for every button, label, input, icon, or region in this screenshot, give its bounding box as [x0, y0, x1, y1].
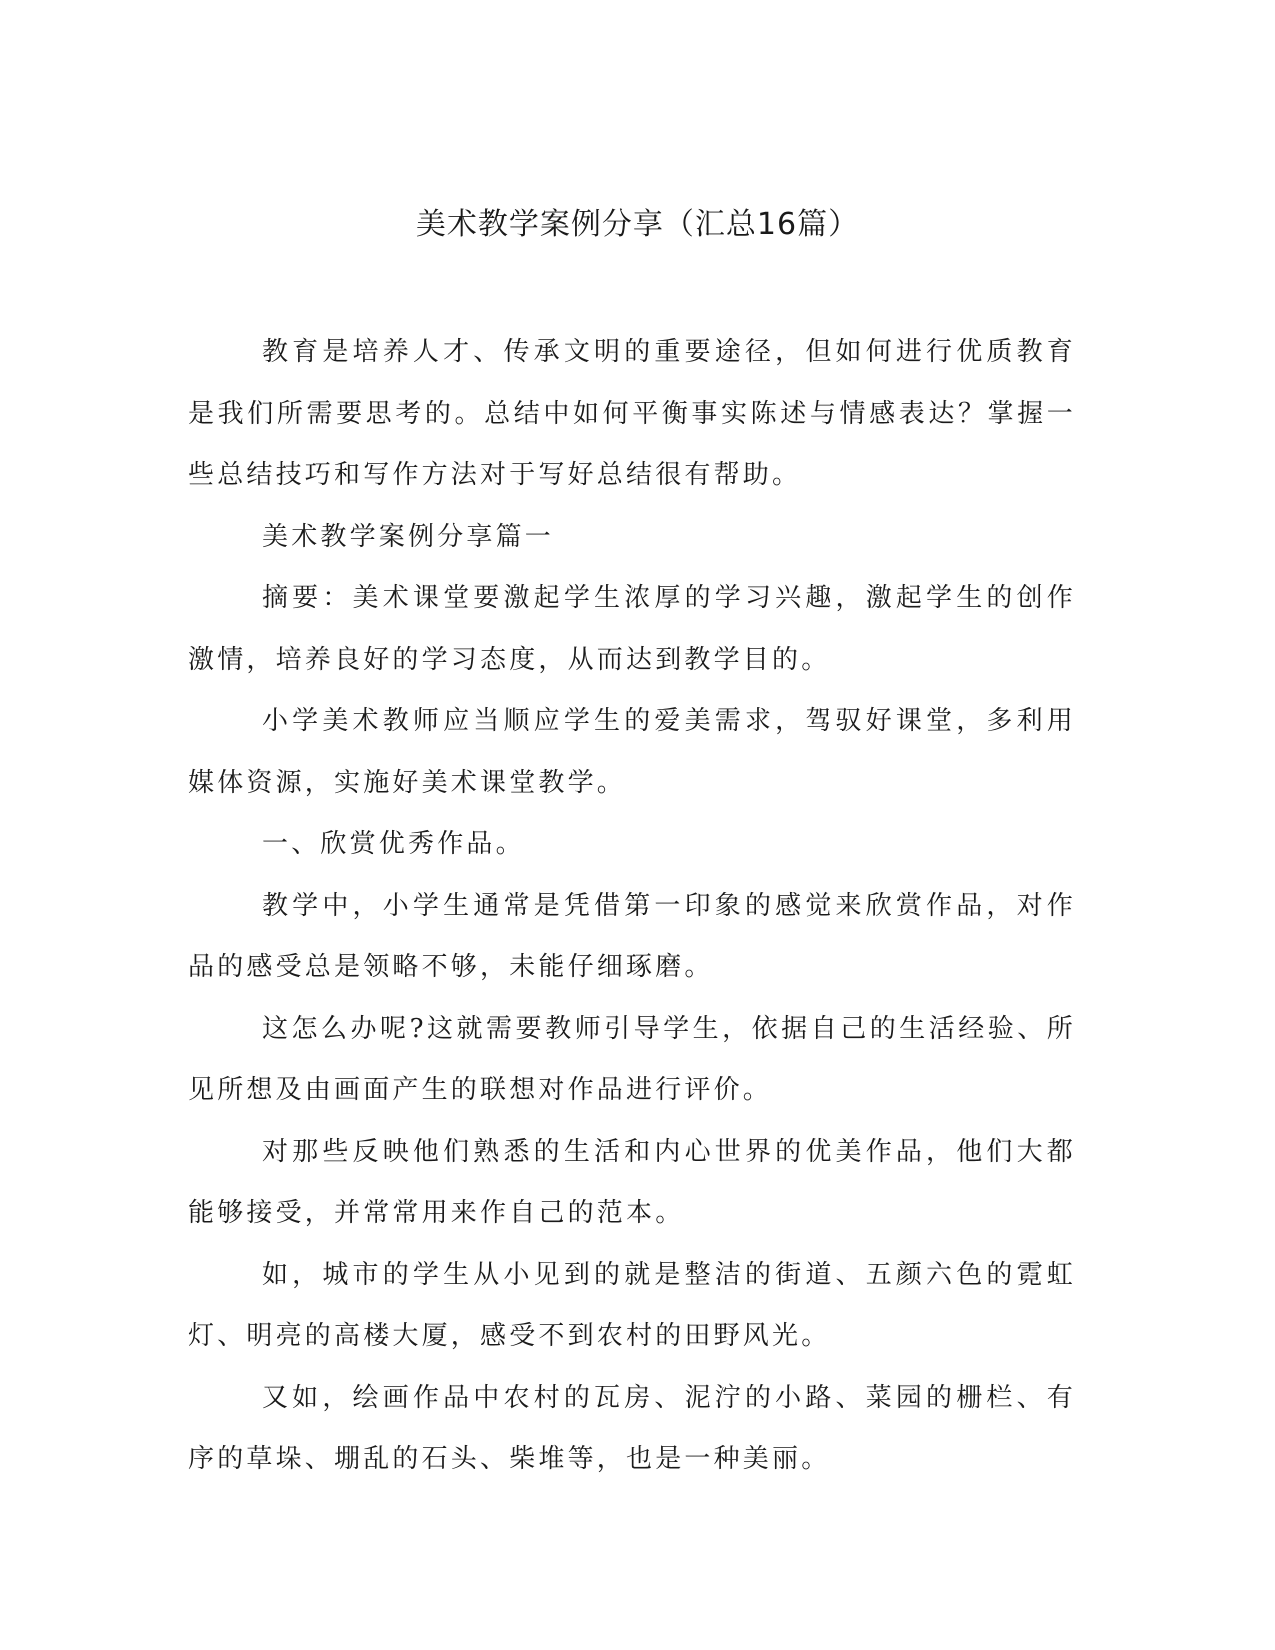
- body-paragraph: 这怎么办呢?这就需要教师引导学生，依据自己的生活经验、所见所想及由画面产生的联想对作品进行评价。: [188, 1013, 1076, 1105]
- body-paragraph: 又如，绘画作品中农村的瓦房、泥泞的小路、菜园的栅栏、有序的草垛、堋乱的石头、柴堆等，也是一种美丽。: [188, 1382, 1076, 1474]
- section-heading: 美术教学案例分享篇一: [262, 521, 555, 552]
- body-paragraph: 对那些反映他们熟悉的生活和内心世界的优美作品，他们大都能够接受，并常常用来作自己的范本。: [188, 1136, 1076, 1228]
- body-paragraph: 如，城市的学生从小见到的就是整洁的街道、五颜六色的霓虹灯、明亮的高楼大厦，感受不到农村的田野风光。: [188, 1259, 1076, 1351]
- body-paragraph: 教学中，小学生通常是凭借第一印象的感觉来欣赏作品，对作品的感受总是领略不够，未能仔细琢磨。: [188, 890, 1076, 982]
- document-title: 美术教学案例分享（汇总16篇）: [415, 207, 860, 242]
- document-body: [188, 322, 1076, 1491]
- body-paragraph: 小学美术教师应当顺应学生的爱美需求，驾驭好课堂，多利用媒体资源，实施好美术课堂教学。: [188, 706, 1076, 798]
- abstract-paragraph: 摘要：美术课堂要激起学生浓厚的学习兴趣，激起学生的创作激情，培养良好的学习态度，从而达到教学目的。: [188, 583, 1076, 675]
- intro-paragraph: 教育是培养人才、传承文明的重要途径，但如何进行优质教育是我们所需要思考的。总结中如何平衡事实陈述与情感表达？掌握一些总结技巧和写作方法对于写好总结很有帮助。: [188, 337, 1076, 490]
- subsection-heading: 一、欣赏优秀作品。: [262, 829, 525, 859]
